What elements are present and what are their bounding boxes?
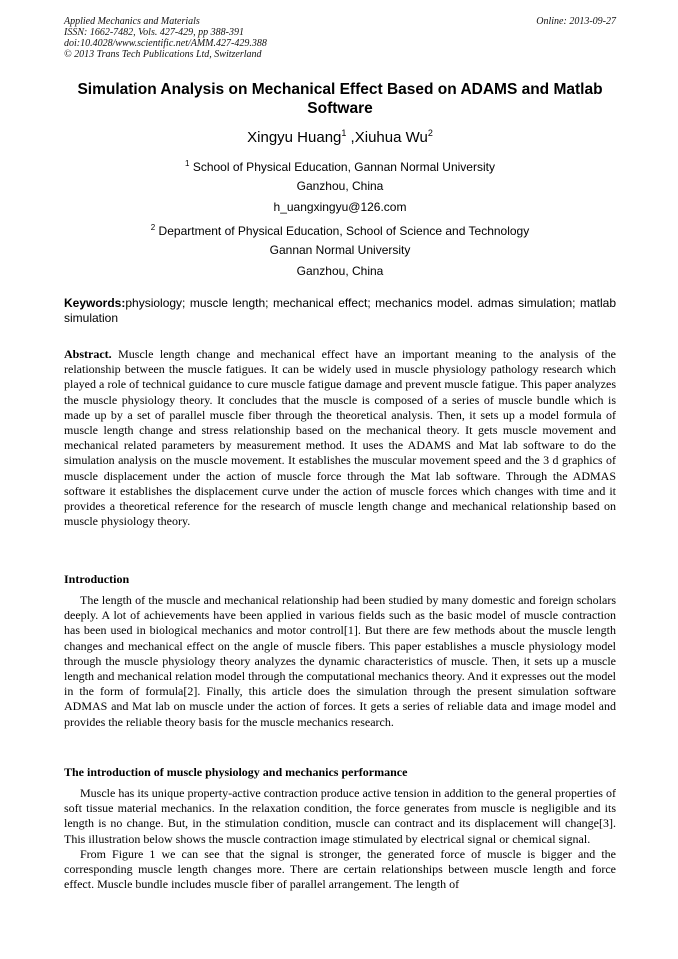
affiliation-1-line1: $^1$ School of Physical Education, Gannan Normal University	[185, 159, 495, 174]
keywords	[64, 296, 616, 326]
section-heading-muscle-physiology: The introduction of muscle physiology and mechanics performance	[64, 765, 408, 779]
keywords-text: physiology; muscle length; mechanical effect; mechanics model. admas simulation; matlab simulation	[64, 296, 616, 325]
affiliation-2-line1: $^2$ Department of Physical Education, School of Science and Technology	[150, 223, 530, 238]
doi-line: doi:10.4028/www.scientific.net/AMM.427-429.388	[64, 38, 267, 49]
author-2: ,Xiuhua Wu	[346, 129, 428, 146]
copyright-line: © 2013 Trans Tech Publications Ltd, Switzerland	[64, 49, 262, 60]
author-2-sup: 2	[427, 128, 433, 138]
abstract-text: Muscle length change and mechanical effect have an important meaning to the analysis of the relationship between the muscle fatigues. It can be widely used in muscle physiology pathology research which played a role of technical guidance to cure muscle fatigue damage and prevent muscle fatigue. This paper analyzes the muscle physiology theory. It concludes that the muscle is composed of a series of muscle bundle which is made up by a set of parallel muscle fiber through the theoretical analysis. Then, it sets up a model formula of muscle length change and stress relationship based on the mechanical theory. It gets muscle movement and mechanical related parameters by measurement method. It uses the ADAMS and Mat lab software to do the simulation analysis on the muscle movement. It establishes the muscular movement speed and the 3 d graphics of muscle displacement under the action of muscle force through the Mat lab software. Through the ADMAS software it establishes the displacement curve under the action of muscle forces which changes with time and it provides a theoretical reference for the research of muscle length change and mechanical relationship based on muscle physiology theory.	[64, 347, 616, 529]
issn-line: ISSN: 1662-7482, Vols. 427-429, pp 388-391	[64, 27, 244, 38]
author-line	[64, 128, 616, 146]
abstract-label: Abstract.	[64, 347, 112, 361]
affiliation-1-sup: 1	[185, 159, 190, 168]
section-heading-introduction: Introduction	[64, 572, 130, 586]
journal-header	[64, 16, 616, 60]
introduction-body	[64, 593, 616, 730]
online-date: Online: 2013-09-27	[536, 16, 616, 27]
keywords-label: Keywords:	[64, 296, 126, 310]
affiliation-1-line2: Ganzhou, China	[296, 179, 384, 193]
affiliation-1-email: h_uangxingyu@126.com	[273, 200, 407, 214]
affiliation-2-sup: 2	[150, 223, 156, 232]
abstract	[64, 347, 616, 529]
section2-paragraph-1: Muscle has its unique property-active contraction produce active tension in addition to the general properties of soft tissue material mechanics. In the relaxation condition, the force generates from muscle is negligible and its length is no change. But, in the stimulation condition, muscle can contract and its displacement will change[3]. This illustration below shows the muscle contraction image stimulated by electrical signal or chemical signal.	[64, 786, 616, 846]
section2-body	[64, 786, 616, 892]
paper-title: Simulation Analysis on Mechanical Effect Based on ADAMS and Matlab Software	[77, 81, 603, 117]
affiliation-2-line2: Gannan Normal University	[269, 243, 411, 257]
author-1-sup: 1	[341, 128, 347, 138]
affiliation-2-line3: Ganzhou, China	[296, 264, 384, 278]
journal-name: Applied Mechanics and Materials	[64, 16, 200, 27]
author-1: Xingyu Huang	[247, 129, 342, 146]
section2-paragraph-2: From Figure 1 we can see that the signal is stronger, the generated force of muscle is bigger and the corresponding muscle length changes more. There are certain relationships between muscle length and force effect. Muscle bundle includes muscle fiber of parallel arrangement. The length of	[64, 846, 616, 892]
introduction-paragraph: The length of the muscle and mechanical relationship had been studied by many domestic and foreign scholars deeply. A lot of achievements have been applied in various fields such as the basic model of muscle contraction has been used in biological mechanics and motor control[1]. But there are few methods about the muscle length changes and mechanical effect on the angle of muscle fibers. This paper establishes a muscle physiology model through the muscle physiology theory analyzes the dynamic characteristics of muscle. Then, it sets up a muscle length and mechanical relation model through the computational mechanics theory. And it expresses out the model in the form of formula[2]. Finally, this article does the simulation through the present simulation software ADMAS and Mat lab on muscle under the action of forces. It gets a series of reliable data and image model and provides the reliable theory basis for the muscle mechanics research.	[64, 593, 616, 729]
